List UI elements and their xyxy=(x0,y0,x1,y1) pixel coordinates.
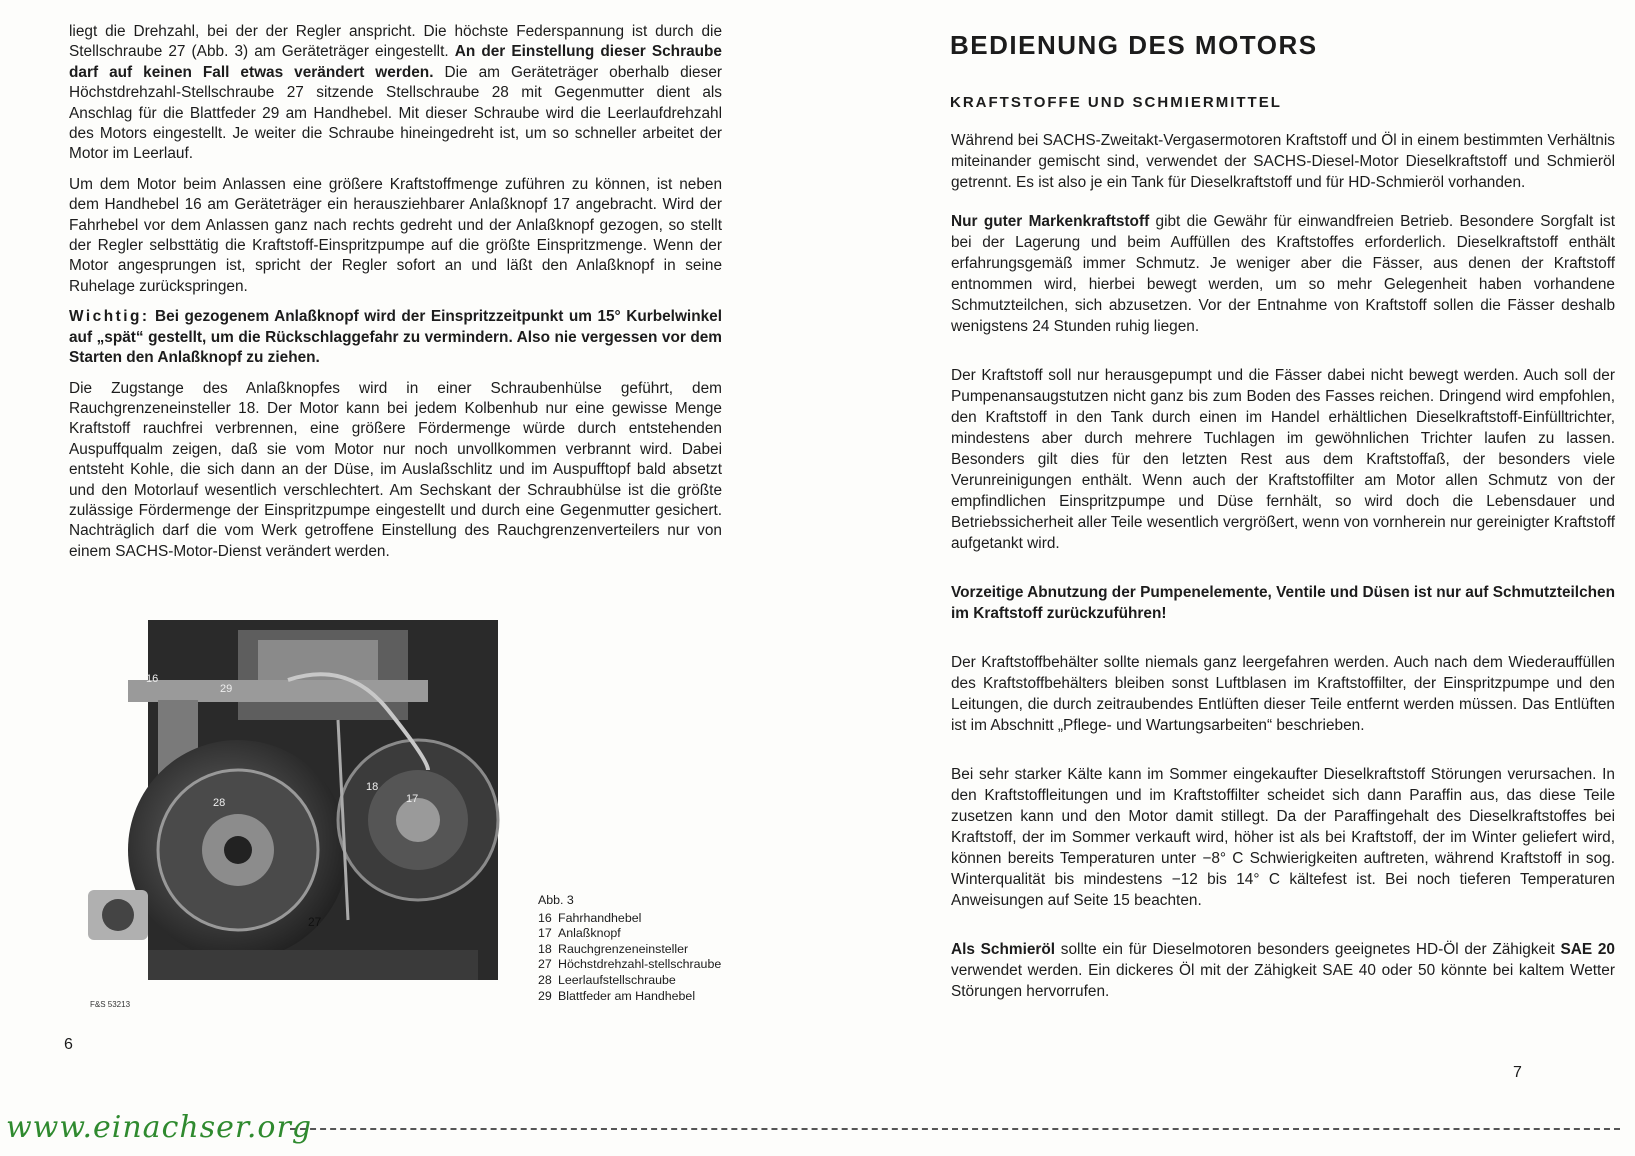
footer-divider xyxy=(290,1128,1620,1130)
text-run: sollte ein für Dieselmotoren besonders geeignetes HD-Öl der Zähigkeit xyxy=(1055,941,1561,958)
caption-number: 27 xyxy=(538,957,552,972)
caption-number: 17 xyxy=(538,926,552,941)
figure-code: F&S 53213 xyxy=(90,1000,131,1009)
right-page-text xyxy=(951,130,1615,1020)
text-run: Während bei SACHS-Zweitakt-Vergasermotoren Kraftstoff und Öl in einem bestimmten Verhältnis miteinander gemischt sind, verwendet der SACHS-Diesel-Motor Dieselkraftstoff und Schmieröl getrennt. Es ist also je ein Tank für Dieselkraftstoff und für HD-Schmieröl vorhanden. xyxy=(951,132,1615,191)
bold-text: SAE 20 xyxy=(1560,941,1615,958)
paragraph xyxy=(69,379,722,563)
text-run: Der Kraftstoff soll nur herausgepumpt und die Fässer dabei nicht bewegt werden. Auch soll der Pumpenansaugstutzen nicht ganz bis zum Boden des Fasses reichen. Dringend wird empfohlen, den Kraftstoff in den Tank durch einen im Handel erhältlichen Dieselkraftstoff-Einfülltrichter, mindestens aber durch mehrere Tuchlagen im gewöhnlichen Trichter laufen zu lassen. Besonders gilt dies für den letzten Rest aus dem Kraftstoffaß, der besonders viele Verunreinigungen enthält. Wenn auch der Kraftstoffilter am Motor allen Schmutz von der empfindlichen Einspritzpumpe und Düse fernhält, so wird doch die Lebensdauer und Betriebssicherheit aller Teile wesentlich vergrößert, wenn von vornherein nur gereinigter Kraftstoff aufgetankt wird. xyxy=(951,367,1615,552)
bold-text: Bei gezogenem Anlaßknopf wird der Einspritzzeitpunkt um 15° Kurbelwinkel auf „spät“ gestellt, um die Rückschlaggefahr zu vermindern. Also nie vergessen vor dem Starten den Anlaßknopf zu ziehen. xyxy=(69,308,722,367)
text-run: Die am Geräteträger oberhalb dieser Höchstdrehzahl-Stellschraube 27 sitzende Stellschraube 28 mit Gegenmutter dient als Anschlag für die Blattfeder 29 am Handhebel. Mit dieser Schraube wird die Leerlaufdrehzahl des Motors eingestellt. Je weiter die Schraube hineingedreht ist, um so schneller arbeitet der Motor im Leerlauf. xyxy=(69,63,723,163)
text-run: Bei sehr starker Kälte kann im Sommer eingekaufter Dieselkraftstoff Störungen verursachen. In den Kraftstoffleitungen und im Kraftstoffilter scheidet sich dann Paraffin aus, das diese Teile zusetzen kann und den Motor damit stillegt. Da der Paraffingehalt des Dieselkraftstoffes bei Kraftstoff, der im Sommer verkauft wird, höher ist als bei Kraftstoff, der im Winter geliefert wird, können bereits Temperaturen unter −8° C Schwierigkeiten auftreten, während Kraftstoff in sog. Winterqualität bis mindestens −12 bis 14° C kältefest ist. Bei noch tieferen Temperaturen Anweisungen auf Seite 15 beachten. xyxy=(951,766,1615,909)
bold-text: Wichtig: xyxy=(69,308,150,326)
text-run: gibt die Gewähr für einwandfreien Betrieb. Besondere Sorgfalt ist bei der Lagerung und beim Auffüllen des Kraftstoffes erforderlich. Dieselkraftstoff enthält erfahrungsgemäß immer Schmutz. Je weniger aber die Fässer, aus denen der Kraftstoff entnommen wird, hierbei bewegt werden, um so mehr Gelegenheit haben vorhandene Schmutzteilchen, sich abzusetzen. Vor der Entnahme von Kraftstoff sollen die Fässer deshalb wenigstens 24 Stunden ruhig liegen. xyxy=(951,213,1615,335)
paragraph xyxy=(951,652,1615,736)
right-page xyxy=(820,0,1635,1100)
callout-28: 28 xyxy=(213,797,226,809)
callout-16: 16 xyxy=(146,673,159,685)
paragraph xyxy=(951,211,1615,337)
caption-item xyxy=(538,973,738,989)
caption-number: 29 xyxy=(538,988,552,1003)
caption-label: Fahrhandhebel xyxy=(558,910,642,925)
watermark-link[interactable]: www.einachser.org xyxy=(6,1110,313,1145)
caption-item xyxy=(538,957,738,973)
paragraph xyxy=(951,764,1615,911)
caption-number: 16 xyxy=(538,910,552,925)
left-page-text xyxy=(69,22,722,572)
caption-label: Blattfeder am Handhebel xyxy=(558,988,696,1003)
caption-label: Anlaßknopf xyxy=(558,926,621,941)
caption-item xyxy=(538,989,738,1005)
caption-item xyxy=(538,911,738,927)
text-run: verwendet werden. Ein dickeres Öl mit der Zähigkeit SAE 40 oder 50 könnte bei kaltem Wetter Störungen hervorrufen. xyxy=(951,962,1615,1000)
caption-number: 18 xyxy=(538,941,552,956)
caption-label: Höchstdrehzahl-stellschraube xyxy=(558,957,722,972)
bold-text: Als Schmieröl xyxy=(951,941,1056,958)
paragraph xyxy=(951,365,1615,554)
callout-17: 17 xyxy=(406,793,419,805)
caption-item xyxy=(538,942,738,958)
bold-text: Nur guter Markenkraftstoff xyxy=(951,213,1150,230)
callout-29: 29 xyxy=(220,683,233,695)
caption-item xyxy=(538,926,738,942)
paragraph xyxy=(69,175,722,297)
page-title: BEDIENUNG DES MOTORS xyxy=(950,30,1318,60)
callout-18: 18 xyxy=(366,781,379,793)
caption-list xyxy=(538,911,738,1005)
caption-number: 28 xyxy=(538,972,552,987)
text-run: liegt die Drehzahl, bei der der Regler anspricht. Die höchste Federspannung ist durch die Stellschraube 27 (Abb. 3) am Geräteträger eingestellt. xyxy=(69,23,722,61)
text-run: Um dem Motor beim Anlassen eine größere Kraftstoffmenge zuführen zu können, ist neben dem Handhebel 16 am Geräteträger ein herausziehbarer Anlaßknopf 17 angebracht. Wird der Fahrhebel vor dem Anlassen ganz nach rechts gedreht und der Anlaßknopf gezogen, so stellt der Regler selbsttätig die Kraftstoff-Einspritzpumpe auf die größte Einspritzmenge. Wenn der Motor angesprungen ist, spricht der Regler sofort an und läßt den Anlaßknopf in seine Ruhelage zurückspringen. xyxy=(69,175,722,295)
engine-photo xyxy=(88,620,528,990)
caption-title: Abb. 3 xyxy=(538,893,574,907)
callout-27: 27 xyxy=(308,915,322,929)
section-subtitle: KRAFTSTOFFE UND SCHMIERMITTEL xyxy=(950,94,1282,111)
text-run: Die Zugstange des Anlaßknopfes wird in einer Schraubenhülse geführt, dem Rauchgrenzeneinsteller 18. Der Motor kann bei jedem Kolbenhub nur eine gewisse Menge Kraftstoff rauchfrei verbrennen, eine größere Fördermenge würde durch entstehenden Auspuffqualm zeigen, daß sie vom Motor nur noch unvollkommen verbrannt wird. Dabei entsteht Kohle, die sich dann an der Düse, im Auslaßschlitz und im Auspufftopf bald absetzt und den Motorlauf wesentlich verschlechtert. Am Sechskant der Schraubhülse ist die größte zulässige Fördermenge der Einspritzpumpe eingestellt und durch eine Gegenmutter gesichert. Nachträglich darf die vom Werk getroffene Einstellung des Rauchgrenzenverteilers nur von einem SACHS-Motor-Dienst verändert werden. xyxy=(69,379,722,560)
paragraph xyxy=(951,939,1615,1002)
caption-label: Leerlaufstellschraube xyxy=(558,972,676,987)
figure-caption xyxy=(538,893,738,1004)
text-run: Der Kraftstoffbehälter sollte niemals ganz leergefahren werden. Auch nach dem Wiederauffüllen des Kraftstoffbehälters bleiben sonst Luftblasen im Kraftstoffilter, der Einspritzpumpe und den Leitungen, die durch zeitraubendes Entlüften dieser Teile entfernt werden müssen. Das Entlüften ist im Abschnitt „Pflege- und Wartungsarbeiten“ beschrieben. xyxy=(951,654,1615,734)
bold-text: An der Einstellung dieser Schraube darf auf keinen Fall etwas verändert werden. xyxy=(69,43,722,81)
paragraph xyxy=(69,307,722,368)
engine-illustration xyxy=(88,620,528,990)
paragraph xyxy=(69,22,722,165)
bold-text: Vorzeitige Abnutzung der Pumpenelemente, Ventile und Düsen ist nur auf Schmutzteilchen im Kraftstoff zurückzuführen! xyxy=(951,584,1615,622)
paragraph xyxy=(951,130,1615,193)
caption-label: Rauchgrenzeneinsteller xyxy=(558,941,689,956)
page-number-left: 6 xyxy=(64,1036,73,1053)
page-number-right: 7 xyxy=(1513,1064,1522,1081)
left-page xyxy=(0,0,790,1100)
paragraph xyxy=(951,582,1615,624)
